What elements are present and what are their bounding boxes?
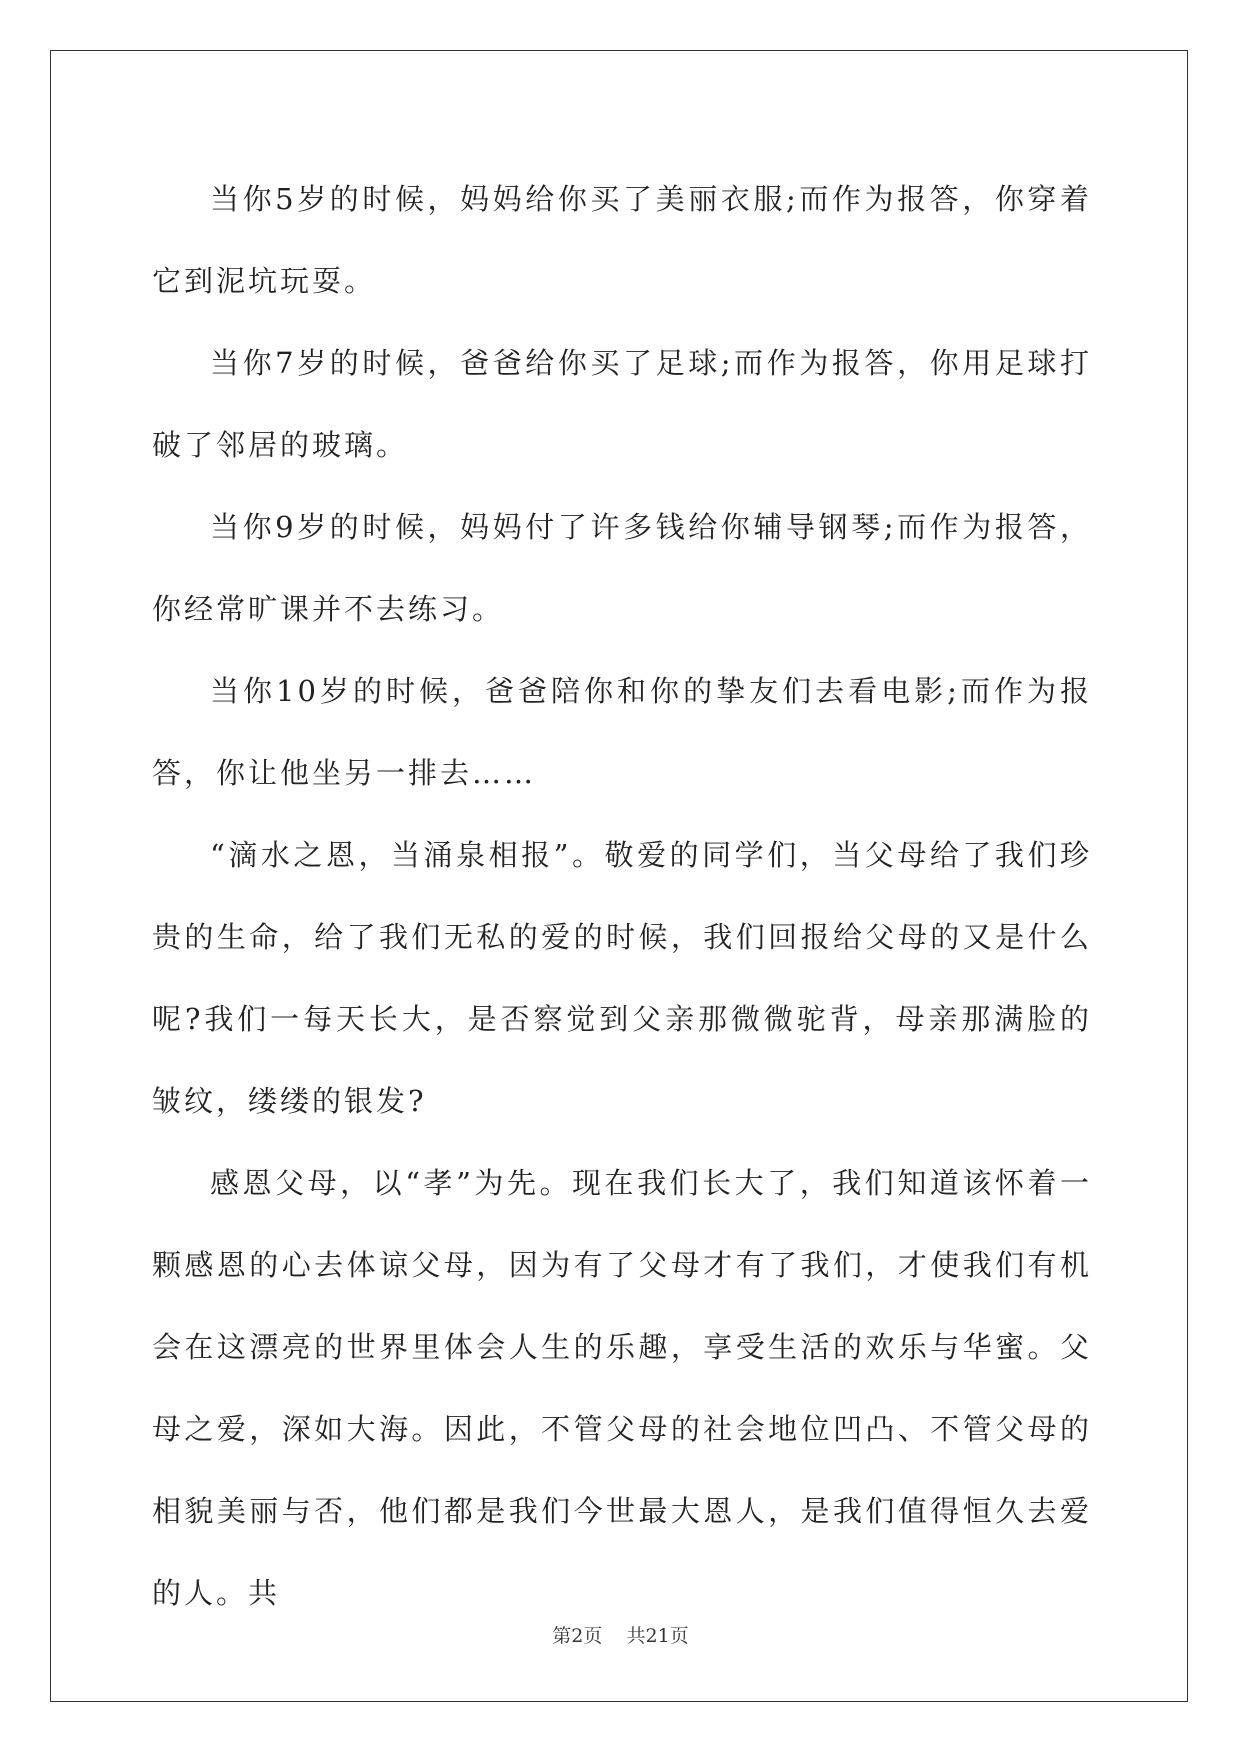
paragraph: 当你7岁的时候，爸爸给你买了足球;而作为报答，你用足球打破了邻居的玻璃。 — [152, 346, 1092, 462]
page-footer — [0, 1621, 1241, 1648]
paragraph: 当你5岁的时候，妈妈给你买了美丽衣服;而作为报答，你穿着它到泥坑玩耍。 — [152, 182, 1092, 298]
page-total: 共21页 — [626, 1625, 689, 1647]
paragraph: “滴水之恩，当涌泉相报”。敬爱的同学们，当父母给了我们珍贵的生命，给了我们无私的爱的时候，我们回报给父母的又是什么呢?我们一每天长大，是否察觉到父亲那微微驼背，母亲那满脸的皱纹，缕缕的银发? — [152, 838, 1092, 1118]
page-number: 第2页 — [552, 1625, 603, 1647]
paragraph: 当你9岁的时候，妈妈付了许多钱给你辅导钢琴;而作为报答，你经常旷课并不去练习。 — [152, 510, 1092, 626]
paragraph: 感恩父母，以“孝”为先。现在我们长大了，我们知道该怀着一颗感恩的心去体谅父母，因为有了父母才有了我们，才使我们有机会在这漂亮的世界里体会人生的乐趣，享受生活的欢乐与华蜜。父母之爱，深如大海。因此，不管父母的社会地位凹凸、不管父母的相貌美丽与否，他们都是我们今世最大恩人，是我们值得恒久去爱的人。共 — [152, 1166, 1092, 1610]
paragraph: 当你10岁的时候，爸爸陪你和你的挚友们去看电影;而作为报答，你让他坐另一排去…… — [152, 674, 1092, 790]
document-body — [152, 158, 1092, 1634]
